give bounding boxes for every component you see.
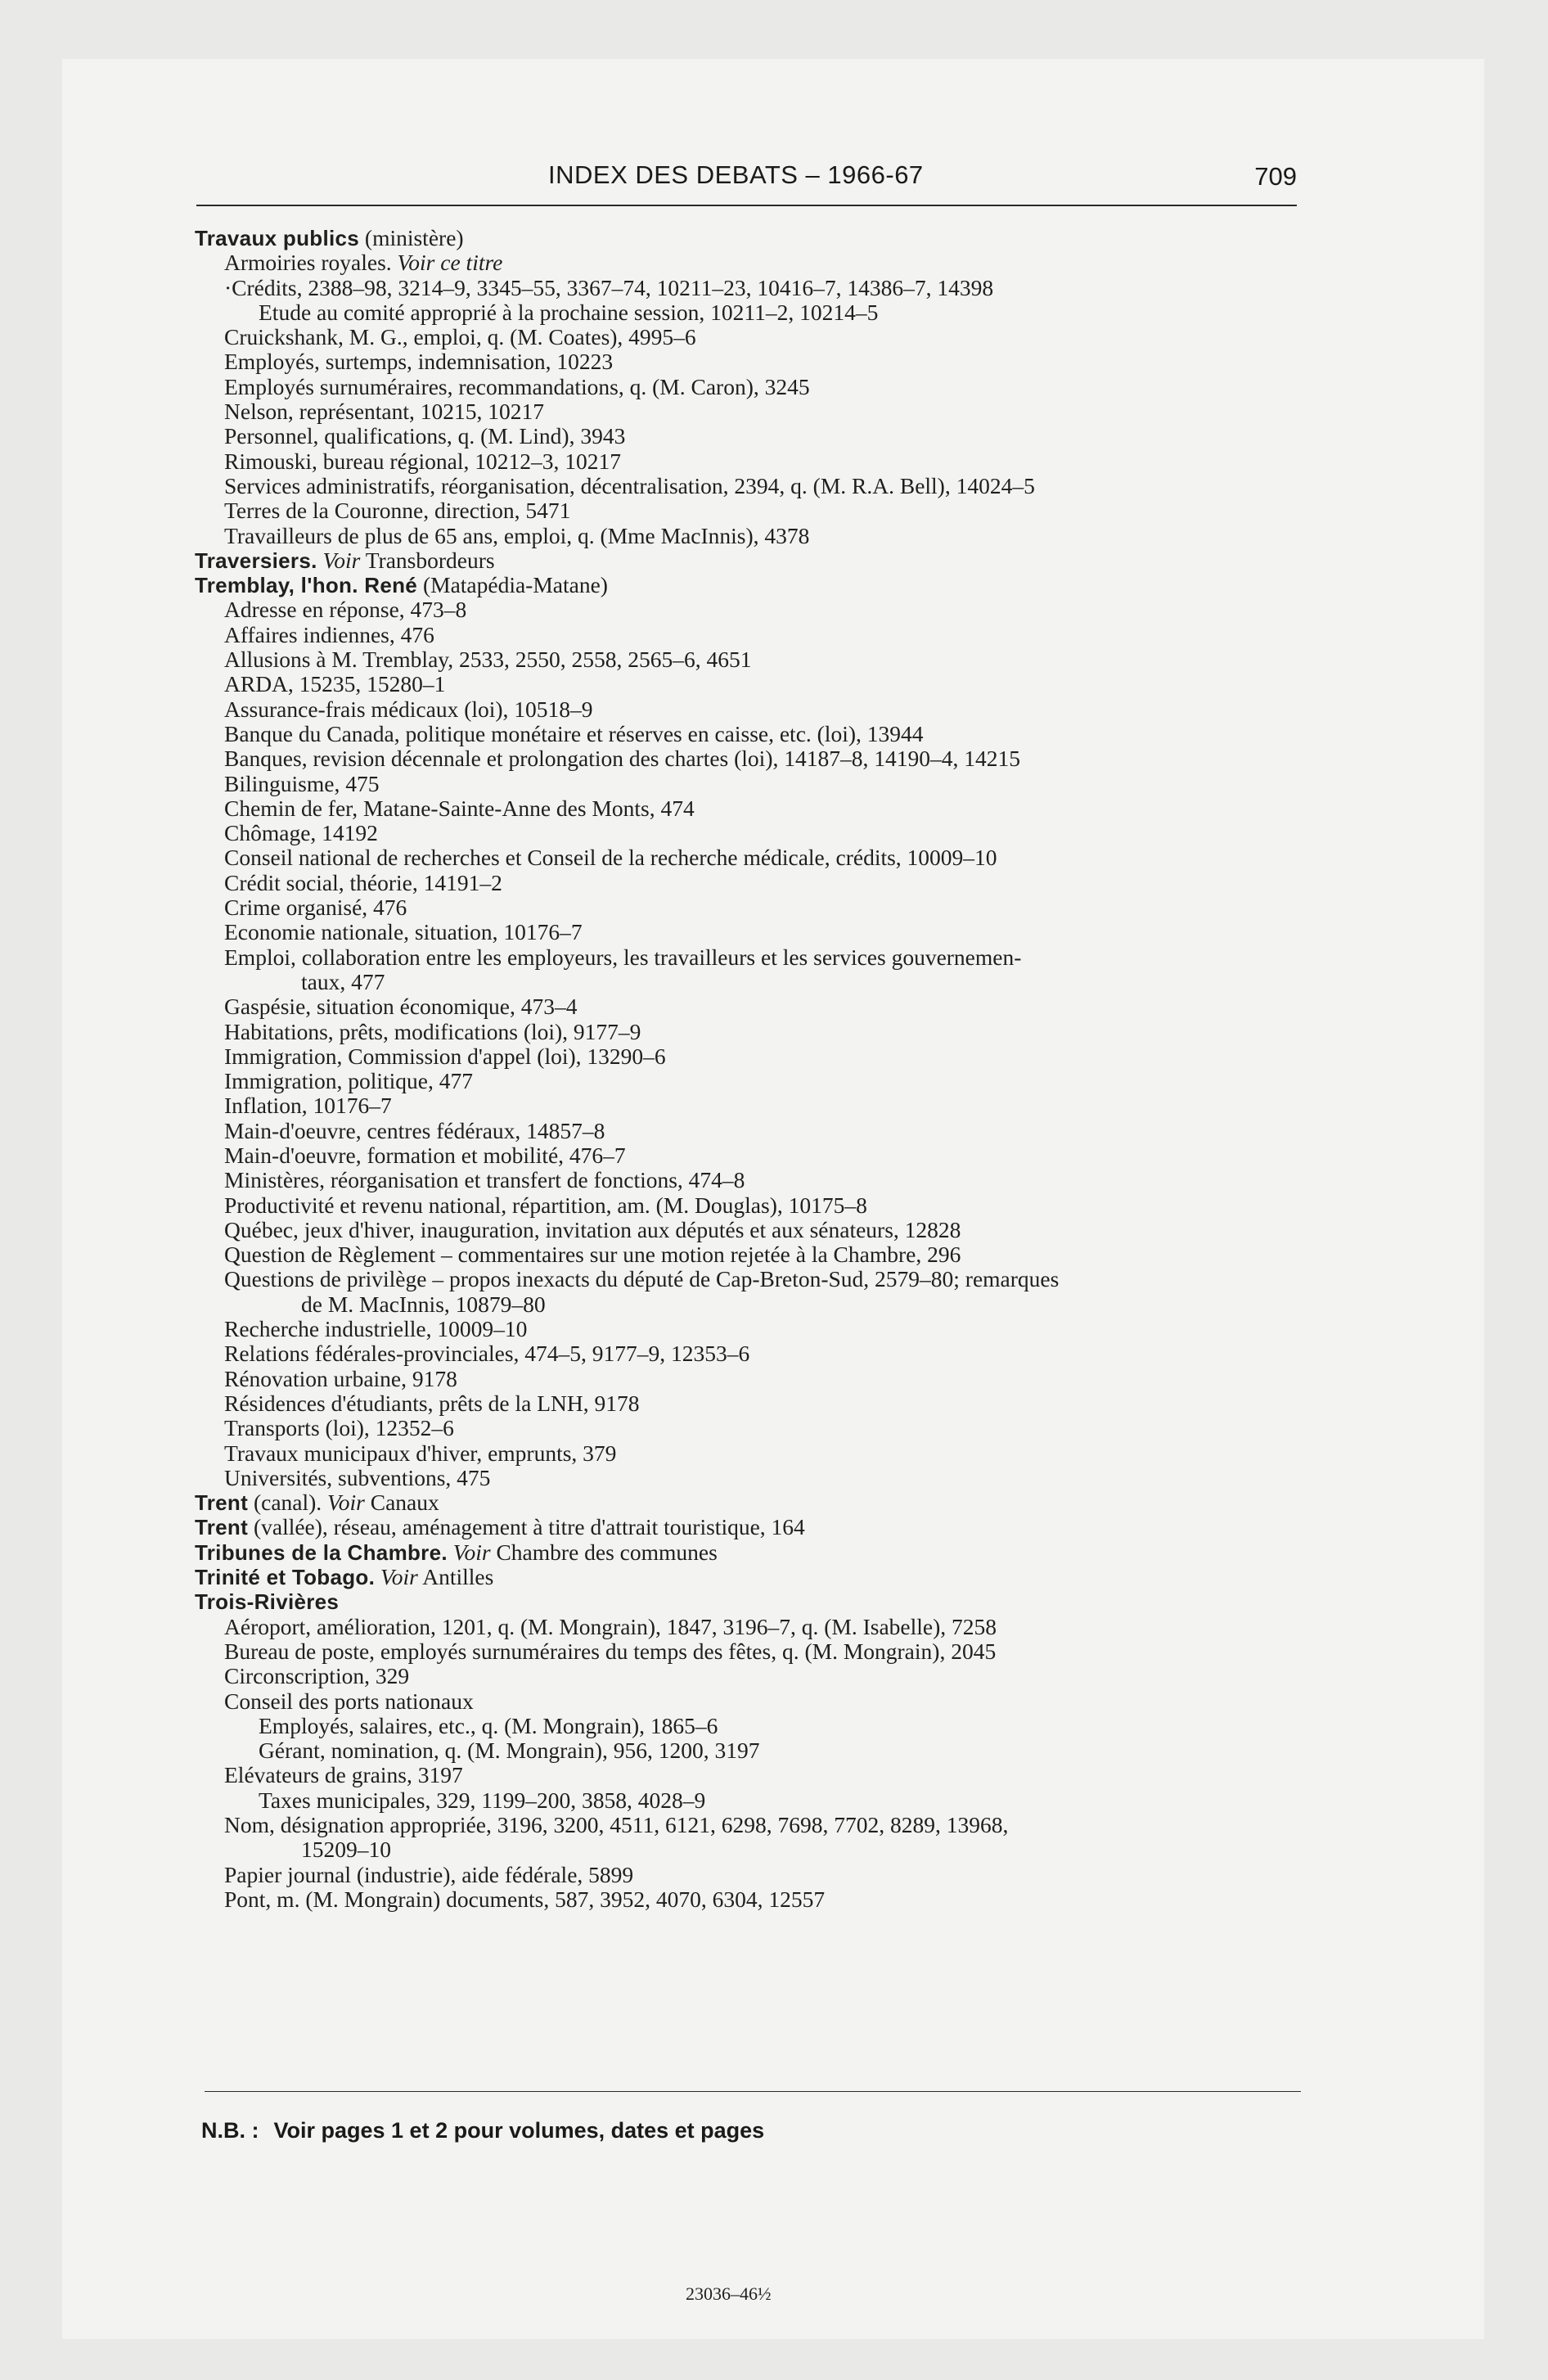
entry-text: Affaires indiennes, 476 (224, 621, 434, 647)
index-subentry (195, 697, 1340, 722)
page-header (196, 160, 1297, 203)
entry-text: Québec, jeux d'hiver, inauguration, invitation aux députés et aux sénateurs, 12828 (224, 1216, 961, 1242)
index-subentry (195, 524, 1340, 548)
running-title: INDEX DES DEBATS – 1966-67 (548, 160, 924, 189)
index-subentry (195, 1416, 1340, 1440)
entry-text: ·Crédits, 2388–98, 3214–9, 3345–55, 3367–74, 10211–23, 10416–7, 14386–7, 14398 (224, 274, 994, 300)
index-subentry (195, 1119, 1340, 1143)
entry-text (448, 1539, 453, 1565)
note-label: N.B. : (201, 2118, 259, 2143)
entry-heading: Tremblay, l'hon. René (195, 573, 418, 598)
index-subentry (195, 1615, 1340, 1639)
index-subentry (195, 1193, 1340, 1218)
index-subentry (195, 1639, 1340, 1664)
entry-text: Nelson, représentant, 10215, 10217 (224, 399, 545, 425)
index-subentry (195, 1441, 1340, 1466)
cross-reference-marker: Voir (322, 547, 361, 573)
index-subentry (195, 672, 1340, 696)
index-subentry (195, 623, 1340, 647)
index-subentry (195, 945, 1340, 970)
index-subentry (195, 597, 1340, 622)
entry-heading: Trent (195, 1515, 249, 1540)
entry-text: Rénovation urbaine, 9178 (224, 1365, 457, 1391)
entry-text: Conseil national de recherches et Conseil de la recherche médicale, crédits, 10009–10 (224, 845, 997, 871)
index-subentry (195, 250, 1340, 275)
entry-text: Bureau de poste, employés surnuméraires du temps des fêtes, q. (M. Mongrain), 2045 (224, 1638, 997, 1664)
entry-text: Gérant, nomination, q. (M. Mongrain), 956, 1200, 3197 (259, 1738, 760, 1764)
entry-text: Gaspésie, situation économique, 473–4 (224, 994, 578, 1020)
entry-text: Main-d'oeuvre, centres fédéraux, 14857–8 (224, 1117, 605, 1143)
entry-heading: Trent (195, 1490, 249, 1516)
entry-text: (canal). (248, 1490, 328, 1516)
index-subentry (195, 325, 1340, 349)
entry-text: Allusions à M. Tremblay, 2533, 2550, 2558, 2565–6, 4651 (224, 647, 752, 673)
index-subentry (195, 1863, 1340, 1887)
index-subentry (195, 821, 1340, 845)
entry-text: 15209–10 (301, 1837, 391, 1863)
index-subentry (195, 474, 1340, 498)
index-subentry (195, 970, 1340, 994)
cross-reference-marker: Voir ce titre (397, 250, 503, 276)
index-subentry (195, 1367, 1340, 1391)
index-heading-entry (195, 548, 1340, 573)
index-subentry (195, 647, 1340, 672)
entry-text: Taxes municipales, 329, 1199–200, 3858, 4028–9 (259, 1787, 706, 1813)
index-heading-entry (195, 1589, 1340, 1614)
index-subentry (195, 1069, 1340, 1093)
index-subentry (195, 349, 1340, 374)
entry-text: Main-d'oeuvre, formation et mobilité, 476–7 (224, 1142, 626, 1168)
entry-text: Crime organisé, 476 (224, 895, 407, 921)
print-code: 23036–46½ (686, 2283, 772, 2304)
entry-text: Assurance-frais médicaux (loi), 10518–9 (224, 696, 593, 722)
index-subentry (195, 920, 1340, 944)
index-subentry (195, 1143, 1340, 1168)
entry-text (375, 1564, 380, 1589)
index-subentry (195, 1218, 1340, 1242)
index-subentry (195, 1664, 1340, 1688)
entry-text: (vallée), réseau, aménagement à titre d'attrait touristique, 164 (248, 1514, 805, 1540)
index-subentry (195, 1788, 1340, 1813)
index-subentry (195, 498, 1340, 523)
entry-text: Adresse en réponse, 473–8 (224, 597, 467, 623)
entry-text: de M. MacInnis, 10879–80 (301, 1291, 546, 1317)
entry-text: Habitations, prêts, modifications (loi), 9177–9 (224, 1018, 641, 1044)
index-subentry (195, 722, 1340, 746)
entry-text: Relations fédérales-provinciales, 474–5, 9177–9, 12353–6 (224, 1341, 750, 1367)
entry-text: Services administratifs, réorganisation, décentralisation, 2394, q. (M. R.A. Bell), 14024–5 (224, 472, 1035, 498)
cross-reference-target: Chambre des communes (490, 1539, 718, 1565)
entry-text: (ministère) (359, 225, 464, 250)
footer-rule (205, 2091, 1301, 2092)
index-subentry (195, 845, 1340, 870)
entry-text: Travailleurs de plus de 65 ans, emploi, q. (Mme MacInnis), 4378 (224, 522, 810, 548)
index-subentry (195, 1341, 1340, 1366)
entry-text: Ministères, réorganisation et transfert de fonctions, 474–8 (224, 1167, 745, 1193)
index-subentry (195, 276, 1340, 300)
index-subentry (195, 1837, 1340, 1862)
entry-text: Terres de la Couronne, direction, 5471 (224, 498, 571, 524)
entry-text: Employés, salaires, etc., q. (M. Mongrain), 1865–6 (259, 1712, 718, 1738)
entry-text: Recherche industrielle, 10009–10 (224, 1316, 528, 1342)
index-subentry (195, 895, 1340, 920)
entry-text: Employés surnuméraires, recommandations, q. (M. Caron), 3245 (224, 373, 810, 399)
entry-text: Armoiries royales. (224, 250, 398, 276)
note-text: Voir pages 1 et 2 pour volumes, dates et pages (273, 2118, 765, 2143)
entry-text: Cruickshank, M. G., emploi, q. (M. Coates), 4995–6 (224, 324, 696, 350)
index-subentry (195, 1738, 1340, 1763)
entry-heading: Tribunes de la Chambre. (195, 1539, 448, 1565)
entry-text: Chômage, 14192 (224, 820, 378, 846)
index-subentry (195, 1391, 1340, 1416)
index-entries (195, 226, 1340, 1912)
index-subentry (195, 399, 1340, 424)
header-rule (196, 205, 1297, 206)
cross-reference-target: Antilles (417, 1564, 494, 1590)
cross-reference-target: Transbordeurs (360, 547, 495, 573)
entry-text: Emploi, collaboration entre les employeurs, les travailleurs et les services gouvernemen- (224, 944, 1022, 970)
page-number: 709 (1254, 162, 1297, 191)
entry-text: Résidences d'étudiants, prêts de la LNH, 9178 (224, 1390, 640, 1416)
entry-text: Universités, subventions, 475 (224, 1464, 491, 1490)
index-heading-entry (195, 573, 1340, 597)
entry-text: Personnel, qualifications, q. (M. Lind), 3943 (224, 423, 626, 449)
entry-text: Inflation, 10176–7 (224, 1093, 392, 1119)
entry-text: Papier journal (industrie), aide fédérale, 5899 (224, 1861, 634, 1887)
index-subentry (195, 375, 1340, 399)
entry-heading: Traversiers. (195, 548, 317, 573)
index-subentry (195, 1044, 1340, 1069)
index-subentry (195, 1292, 1340, 1317)
entry-text: (Matapédia-Matane) (417, 572, 608, 598)
entry-text: Employés, surtemps, indemnisation, 10223 (224, 349, 614, 375)
index-subentry (195, 1242, 1340, 1267)
entry-text: taux, 477 (301, 968, 385, 994)
entry-text: Economie nationale, situation, 10176–7 (224, 919, 583, 945)
entry-heading: Trois-Rivières (195, 1589, 340, 1615)
entry-text: Elévateurs de grains, 3197 (224, 1762, 463, 1788)
index-heading-entry (195, 1490, 1340, 1515)
entry-heading: Trinité et Tobago. (195, 1565, 376, 1590)
index-subentry (195, 300, 1340, 325)
entry-text: Pont, m. (M. Mongrain) documents, 587, 3952, 4070, 6304, 12557 (224, 1886, 826, 1912)
entry-text: Immigration, politique, 477 (224, 1068, 473, 1094)
entry-text: Immigration, Commission d'appel (loi), 13290–6 (224, 1043, 666, 1069)
index-subentry (195, 1689, 1340, 1714)
index-subentry (195, 1020, 1340, 1044)
index-subentry (195, 1466, 1340, 1490)
index-subentry (195, 1317, 1340, 1341)
entry-text: Travaux municipaux d'hiver, emprunts, 379 (224, 1440, 617, 1466)
cross-reference-marker: Voir (380, 1564, 418, 1590)
entry-text: Circonscription, 329 (224, 1663, 410, 1689)
index-subentry (195, 772, 1340, 796)
index-subentry (195, 994, 1340, 1019)
entry-text: Question de Règlement – commentaires sur une motion rejetée à la Chambre, 296 (224, 1242, 961, 1268)
entry-text: Banques, revision décennale et prolongation des chartes (loi), 14187–8, 14190–4, 14215 (224, 746, 1020, 772)
index-subentry (195, 1714, 1340, 1738)
entry-text: Nom, désignation appropriée, 3196, 3200, 4511, 6121, 6298, 7698, 7702, 8289, 13968, (224, 1812, 1009, 1837)
index-heading-entry (195, 1540, 1340, 1565)
entry-text: Etude au comité approprié à la prochaine session, 10211–2, 10214–5 (259, 299, 879, 325)
index-subentry (195, 449, 1340, 474)
index-subentry (195, 746, 1340, 771)
entry-text: Questions de privilège – propos inexacts du député de Cap-Breton-Sud, 2579–80; remarques (224, 1266, 1060, 1292)
entry-text: Conseil des ports nationaux (224, 1688, 474, 1714)
index-subentry (195, 1813, 1340, 1837)
index-subentry (195, 424, 1340, 449)
entry-text: Crédit social, théorie, 14191–2 (224, 869, 502, 895)
entry-text: Banque du Canada, politique monétaire et réserves en caisse, etc. (loi), 13944 (224, 720, 924, 746)
entry-text: Transports (loi), 12352–6 (224, 1415, 454, 1441)
entry-heading: Travaux publics (195, 226, 360, 250)
index-heading-entry (195, 226, 1340, 250)
index-subentry (195, 1267, 1340, 1291)
cross-reference-marker: Voir (452, 1539, 491, 1565)
entry-text: Rimouski, bureau régional, 10212–3, 10217 (224, 448, 622, 474)
index-subentry (195, 1093, 1340, 1118)
index-subentry (195, 1887, 1340, 1912)
entry-text: ARDA, 15235, 15280–1 (224, 671, 446, 697)
entry-text: Aéroport, amélioration, 1201, q. (M. Mongrain), 1847, 3196–7, q. (M. Isabelle), 7258 (224, 1613, 997, 1639)
note (201, 2118, 764, 2143)
index-heading-entry (195, 1515, 1340, 1539)
index-subentry (195, 871, 1340, 895)
entry-text: Bilinguisme, 475 (224, 770, 380, 796)
index-subentry (195, 1763, 1340, 1787)
entry-text: Chemin de fer, Matane-Sainte-Anne des Monts, 474 (224, 795, 695, 821)
entry-text: Productivité et revenu national, répartition, am. (M. Douglas), 10175–8 (224, 1192, 867, 1218)
cross-reference-marker: Voir (327, 1490, 365, 1516)
index-subentry (195, 1168, 1340, 1192)
cross-reference-target: Canaux (364, 1490, 439, 1516)
index-subentry (195, 796, 1340, 821)
index-heading-entry (195, 1565, 1340, 1589)
